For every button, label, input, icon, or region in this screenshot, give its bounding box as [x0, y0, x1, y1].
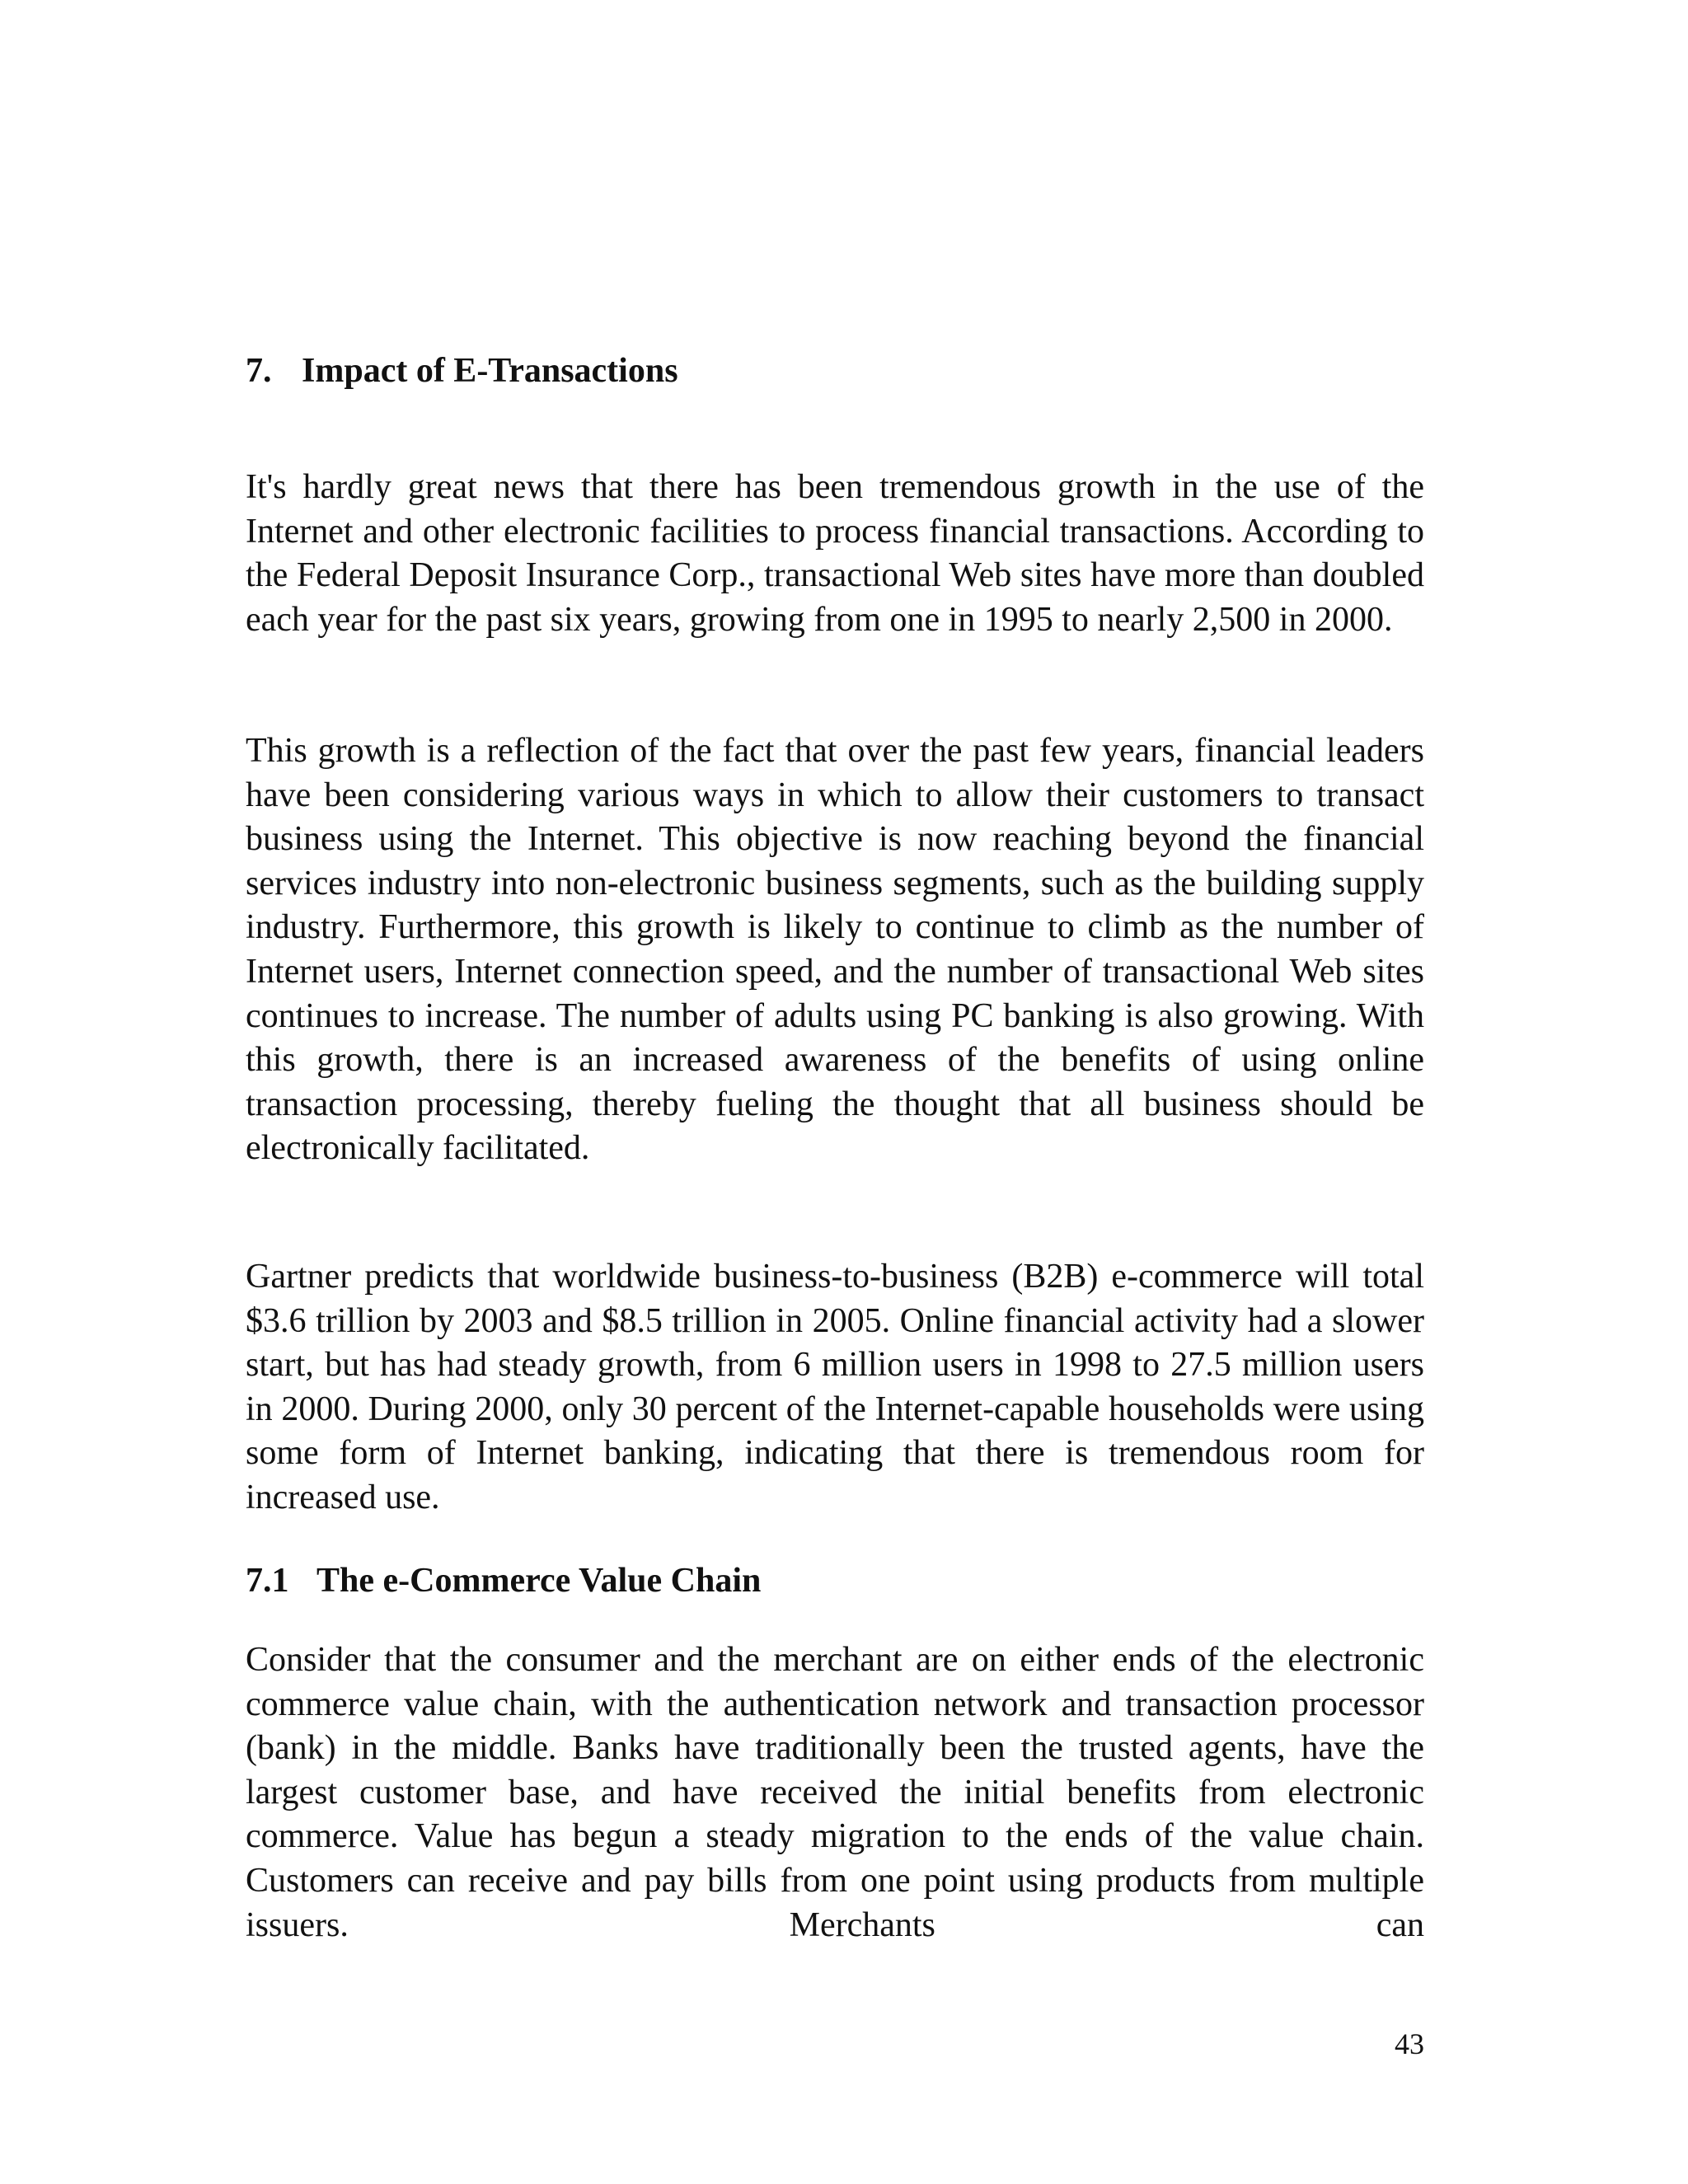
subsection-title: The e-Commerce Value Chain — [316, 1562, 762, 1600]
paragraph-growth-intro: It's hardly great news that there has been tremendous growth in the use of the Internet and other electronic facilities to process financial transactions. According to the Federal Deposit Insurance Corp., transactional Web sites have more than doubled each year for the past six years, growing from one in 1995 to nearly 2,500 in 2000. — [246, 468, 1424, 639]
document-page — [246, 0, 1424, 2184]
paragraph-gartner-prediction: Gartner predicts that worldwide business-to-business (B2B) e-commerce will total $3.6 trillion by 2003 and $8.5 trillion in 2005. Online financial activity had a slower start, but has had steady growth, from 6 million users in 1998 to 27.5 million users in 2000. During 2000, only 30 percent of the Internet-capable households were using some form of Internet banking, indicating that there is tremendous room for increased use. — [246, 1258, 1424, 1516]
section-heading — [246, 349, 678, 392]
section-number: 7. — [246, 352, 272, 390]
paragraph-growth-reflection: This growth is a reflection of the fact that over the past few years, financial leaders have been considering various ways in which to allow their customers to transact business using the Internet. This objective is now reaching beyond the financial services industry into non-electronic business segments, such as the building supply industry. Furthermore, this growth is likely to continue to climb as the number of Internet users, Internet connection speed, and the number of transactional Web sites continues to increase. The number of adults using PC banking is also growing. With this growth, there is an increased awareness of the benefits of using online transaction processing, thereby fueling the thought that all business should be electronically facilitated. — [246, 732, 1424, 1168]
subsection-heading — [246, 1559, 761, 1602]
section-title: Impact of E-Transactions — [302, 352, 678, 390]
subsection-number: 7.1 — [246, 1562, 289, 1600]
page-number: 43 — [1395, 2027, 1424, 2060]
paragraph-value-chain: Consider that the consumer and the merchant are on either ends of the electronic commerce value chain, with the authentication network and transaction processor (bank) in the middle. Banks have traditionally been the trusted agents, have the largest customer base, and have received the initial benefits from electronic commerce. Value has begun a steady migration to the ends of the value chain. Customers can receive and pay bills from one point using products from multiple issuers. Merchants can — [246, 1641, 1424, 1944]
